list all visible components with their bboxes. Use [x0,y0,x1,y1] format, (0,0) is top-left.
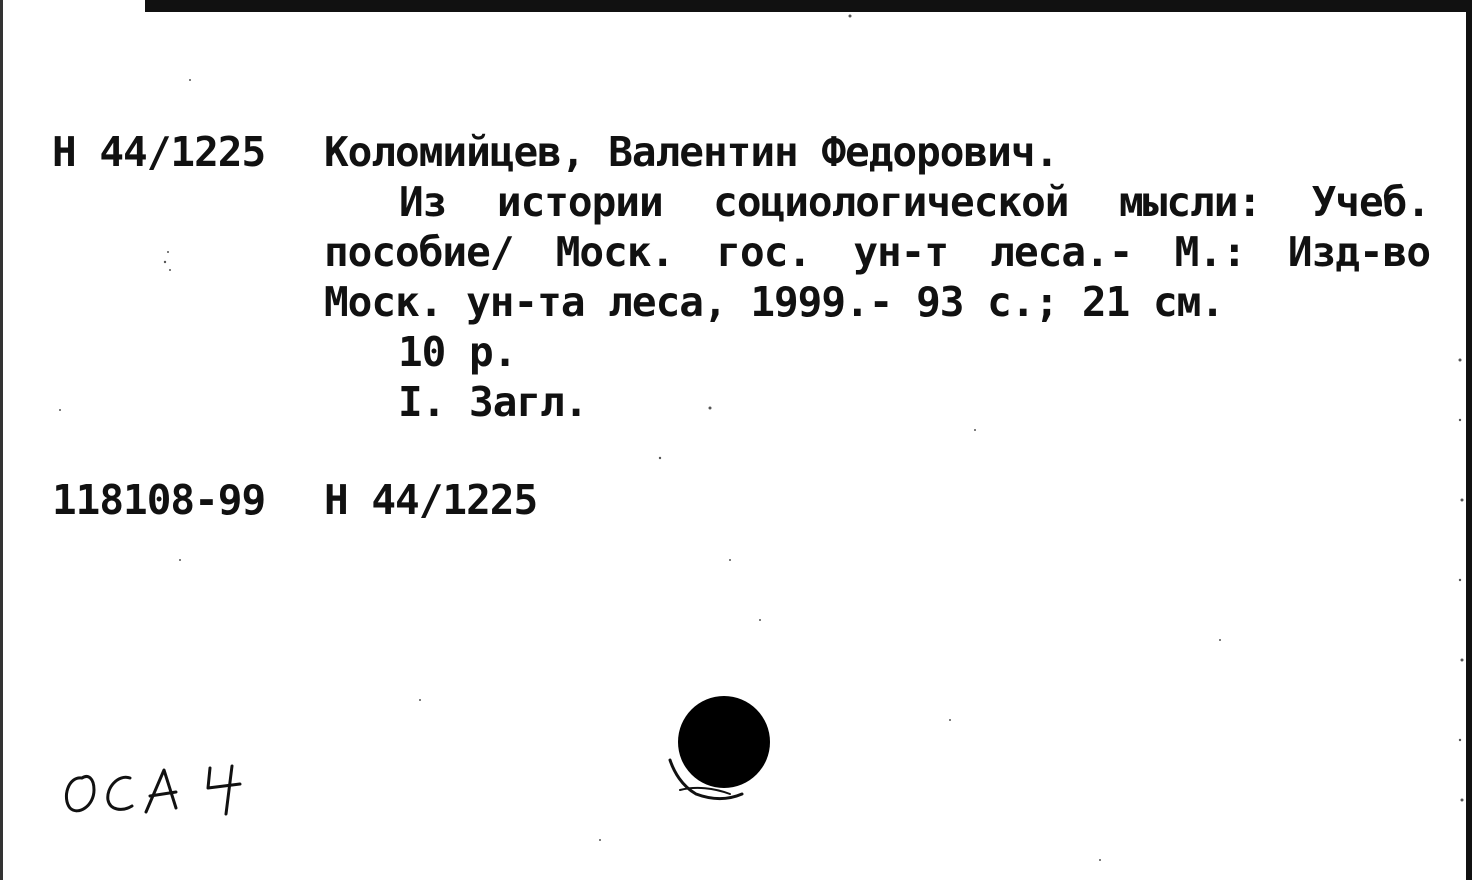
tracing: I. Загл. [398,378,588,426]
card-right-border [1466,0,1472,880]
handwritten-note [60,758,260,818]
punch-hole-icon [660,690,780,810]
price: 10 р. [398,328,517,376]
title-line-2: пособие/ Моск. гос. ун-т леса.- М.: Изд-во [324,228,1430,276]
card-left-border [0,0,3,880]
call-number-repeat: Н 44/1225 [324,476,538,524]
card-top-border [145,0,1472,12]
title-line-3: Моск. ун-та леса, 1999.- 93 с.; 21 см. [324,278,1224,326]
call-number: Н 44/1225 [52,128,266,176]
accession-number: 118108-99 [52,476,266,524]
title-line-1: Из истории социологической мысли: Учеб. [399,178,1430,226]
author-heading: Коломийцев, Валентин Федорович. [324,128,1059,176]
